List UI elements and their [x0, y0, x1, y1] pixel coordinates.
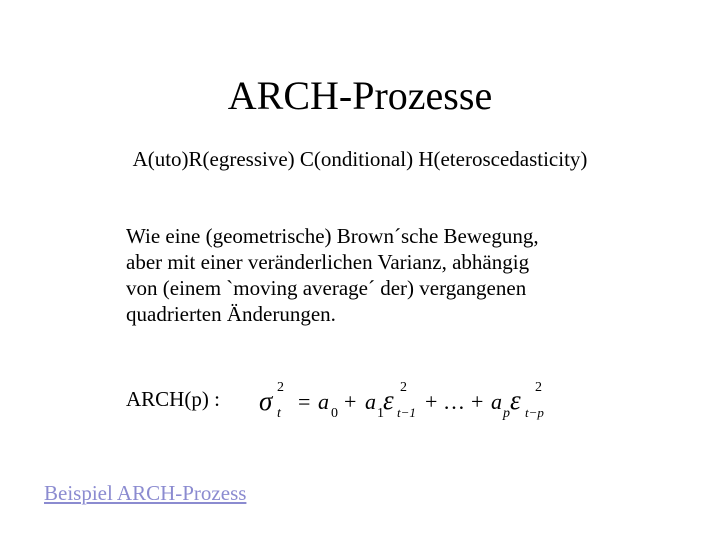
arch-formula-graphic: [255, 372, 575, 428]
formula-epsilon-p-sup: 2: [535, 380, 542, 395]
paragraph-line: aber mit einer veränderlichen Varianz, abhängig: [126, 250, 530, 274]
paragraph-line: Wie eine (geometrische) Brown´sche Bewegung,: [126, 224, 539, 248]
formula-plus-1: +: [344, 389, 357, 414]
formula-ap: a: [491, 389, 502, 414]
formula-epsilon-1-sup: 2: [400, 380, 407, 395]
formula-ellipsis: …: [443, 389, 465, 414]
formula-a1: a: [365, 389, 376, 414]
formula-ap-sub: p: [503, 406, 510, 421]
formula-a0: a: [318, 389, 329, 414]
formula-epsilon-1-sub: t−1: [397, 405, 416, 420]
formula-label: ARCH(p) :: [126, 387, 220, 411]
formula-a0-sub: 0: [331, 406, 338, 421]
description-paragraph: [126, 223, 626, 327]
formula-plus-2: +: [425, 389, 438, 414]
arch-formula: [255, 372, 575, 428]
paragraph-line: quadrierten Änderungen.: [126, 302, 336, 326]
formula-a1-sub: 1: [377, 406, 384, 421]
slide-subtitle: A(uto)R(egressive) C(onditional) H(eteroscedasticity): [132, 147, 588, 171]
paragraph-line: von (einem `moving average´ der) vergangenen: [126, 276, 527, 300]
formula-sigma-sub: t: [277, 406, 281, 421]
example-arch-link[interactable]: Beispiel ARCH-Prozess: [44, 481, 247, 505]
formula-epsilon-p-sub: t−p: [525, 405, 544, 420]
formula-plus-3: +: [471, 389, 484, 414]
slide-title: ARCH-Prozesse: [227, 73, 493, 118]
formula-epsilon-p: ε: [510, 385, 521, 415]
formula-epsilon-1: ε: [383, 385, 394, 415]
formula-sigma: σ: [259, 386, 273, 416]
formula-sigma-sup: 2: [277, 380, 284, 395]
formula-equals: =: [298, 389, 311, 414]
